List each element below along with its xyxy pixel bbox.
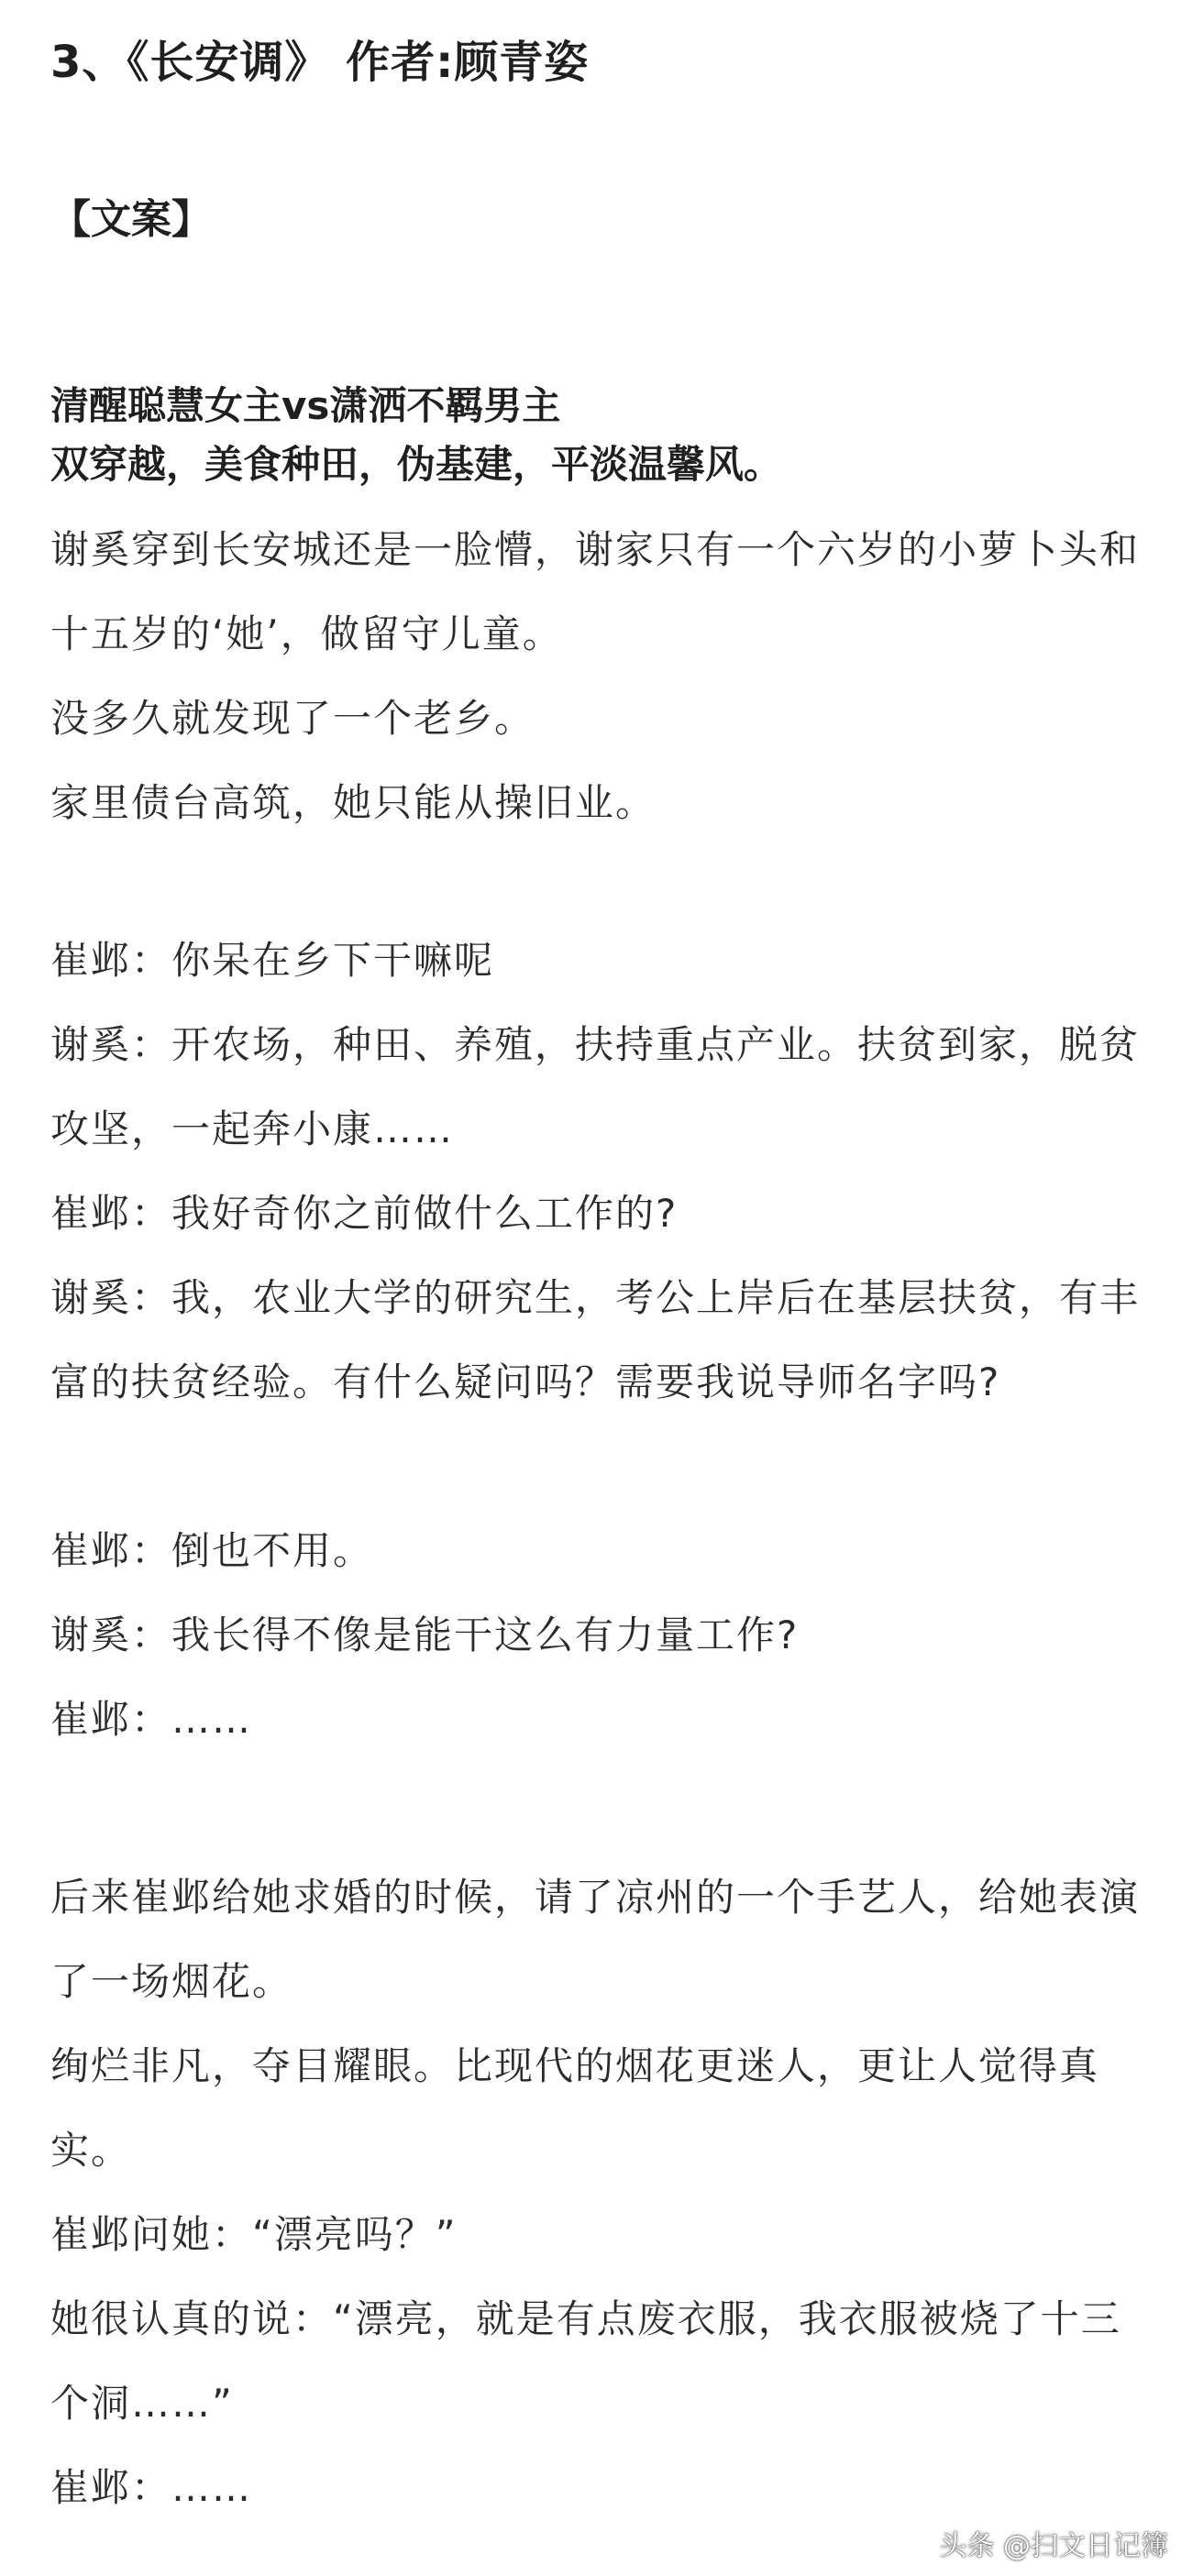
dialogue-line: 她很认真的说：“漂亮，就是有点废衣服，我衣服被烧了十三个洞……” xyxy=(50,2296,1121,2426)
dialogue-line: 崔邺：倒也不用。 xyxy=(50,1528,374,1573)
dialogue-line: 崔邺：你呆在乡下干嘛呢 xyxy=(50,938,495,983)
dialogue-line: 崔邺：…… xyxy=(50,2465,253,2510)
paragraph-fireworks: 绚烂非凡，夺目耀眼。比现代的烟花更迷人，更让人觉得真实。 xyxy=(50,2043,1100,2173)
section-label-copywriting: 【文案】 xyxy=(50,196,212,243)
paragraph-proposal: 后来崔邺给她求婚的时候，请了凉州的一个手艺人，给她表演了一场烟花。 xyxy=(50,1875,1141,2004)
dialogue-line: 谢奚：开农场，种田、养殖，扶持重点产业。扶贫到家，脱贫攻坚，一起奔小康…… xyxy=(50,1022,1141,1151)
dialogue-line: 崔邺问她：“漂亮吗？” xyxy=(50,2212,458,2257)
source-watermark: 头条 @扫文日记簿 xyxy=(939,2530,1168,2562)
tagline-genre: 双穿越，美食种田，伪基建，平淡温馨风。 xyxy=(50,442,783,487)
paragraph-found-fellow: 没多久就发现了一个老乡。 xyxy=(50,696,535,741)
dialogue-line: 崔邺：我好奇你之前做什么工作的? xyxy=(50,1191,679,1236)
paragraph-intro: 谢奚穿到长安城还是一脸懵，谢家只有一个六岁的小萝卜头和十五岁的‘她’，做留守儿童。 xyxy=(50,527,1141,656)
tagline-characters: 清醒聪慧女主vs潇洒不羁男主 xyxy=(50,383,561,428)
paragraph-debt: 家里债台高筑，她只能从操旧业。 xyxy=(50,780,657,825)
dialogue-line: 谢奚：我，农业大学的研究生，考公上岸后在基层扶贫，有丰富的扶贫经验。有什么疑问吗？需要我说导师名字吗? xyxy=(50,1275,1141,1404)
dialogue-line: 谢奚：我长得不像是能干这么有力量工作? xyxy=(50,1613,800,1657)
book-title: 3、《长安调》 作者:顾青姿 xyxy=(50,37,590,88)
dialogue-line: 崔邺：…… xyxy=(50,1697,253,1742)
